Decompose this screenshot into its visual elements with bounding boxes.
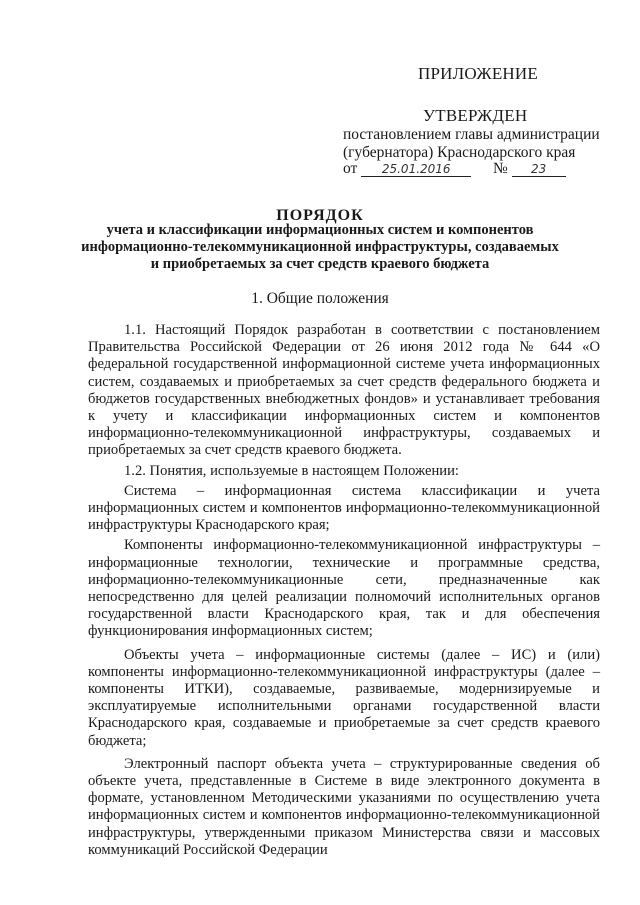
section-heading: 1. Общие положения	[251, 290, 389, 307]
number-prefix: №	[492, 160, 508, 177]
handwritten-number: 23	[512, 162, 566, 177]
date-prefix: от	[343, 160, 358, 177]
document-subtitle: учета и классификации информационных систем и компонентов информационно-телекоммуникационной инфраструктуры, создаваемых и приобретаемых за счет средств краевого бюджета	[81, 222, 559, 272]
definition-objects: Объекты учета – информационные системы (далее – ИС) и (или) компоненты информационно-телекоммуникационной инфраструктуры (далее – компоненты ИТКИ), создаваемые, развиваемые, модернизируемые и эксплуатируемые исполнительными органами государственной власти Краснодарского края, создаваемые и приобретаемые за счет средств краевого бюджета;	[88, 646, 600, 749]
approved-label: УТВЕРЖДЕН	[423, 106, 528, 125]
handwritten-date: 25.01.2016	[361, 162, 471, 177]
paragraph-1-1: 1.1. Настоящий Порядок разработан в соответствии с постановлением Правительства Российской Федерации от 26 июня 2012 года № 644 «О федеральной государственной информационной системе учета информационных систем, создаваемых и приобретаемых за счет средств федерального бюджета и бюджетов государственных внебюджетных фондов» и устанавливает требования к учету и классификации информационных систем и компонентов информационно-телекоммуникационной инфраструктуры, создаваемых и приобретаемых за счет средств краевого бюджета.	[88, 322, 600, 459]
appendix-label: ПРИЛОЖЕНИЕ	[418, 64, 538, 83]
paragraph-1-2: 1.2. Понятия, используемые в настоящем Положении:	[124, 462, 459, 479]
document-title: ПОРЯДОК	[276, 207, 364, 224]
date-number-line	[343, 160, 566, 178]
definition-passport: Электронный паспорт объекта учета – структурированные сведения об объекте учета, представленные в Системе в виде электронного документа в формате, установленном Методическими указаниями по осуществлению учета информационных систем и компонентов информационно-телекоммуникационной инфраструктуры, утвержденными приказом Министерства связи и массовых коммуникаций Российской Федерации	[88, 755, 600, 858]
document-body	[88, 322, 600, 862]
decree-line-2: (губернатора) Краснодарского края	[343, 144, 576, 161]
decree-line-1: постановлением главы администрации	[343, 126, 600, 143]
definition-components: Компоненты информационно-телекоммуникационной инфраструктуры – информационные технологии, технические и программные средства, информационно-телекоммуникационные сети, предназначенные как непосредственно для целей реализации полномочий исполнительных органов государственной власти Краснодарского края, так и для обеспечения функционирования информационных систем;	[88, 537, 600, 640]
definition-system: Система – информационная система классификации и учета информационных систем и компонентов информационно-телекоммуникационной инфраструктуры Краснодарского края;	[88, 482, 600, 534]
